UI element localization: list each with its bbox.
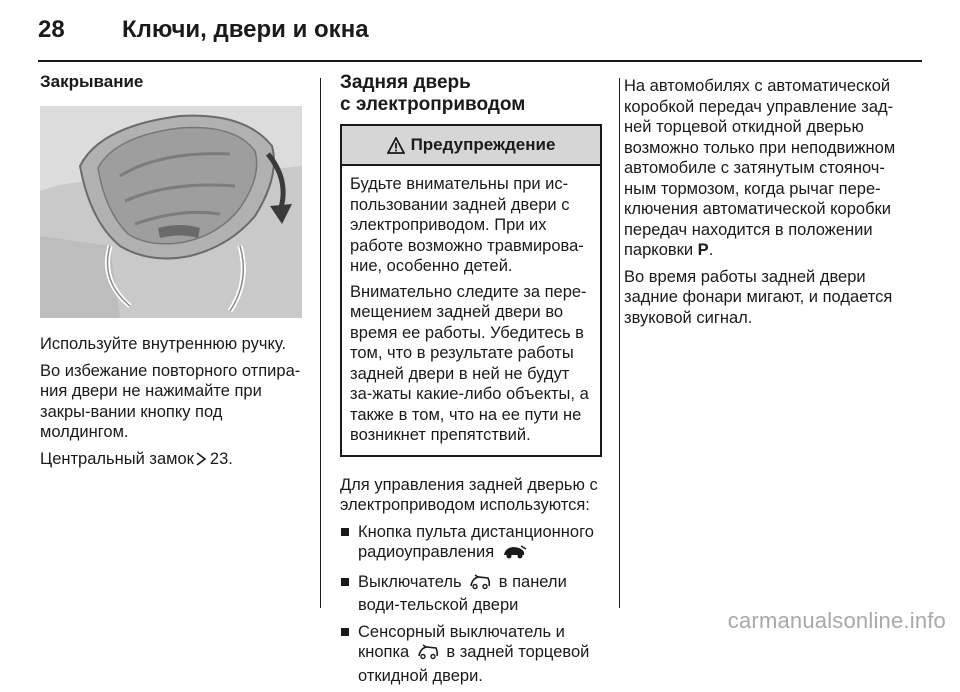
list-item-text: Кнопка пульта дистанционного радиоуправления <box>358 522 594 561</box>
list-item-text-after: в задней торцевой откидной двери. <box>358 643 590 685</box>
column-automatic-transmission <box>624 76 914 334</box>
page-reference-icon <box>195 451 207 472</box>
list-item-text-before: Выключатель <box>358 572 462 591</box>
tailgate-closing-illustration <box>40 106 302 318</box>
park-position-label: P <box>697 241 709 259</box>
column-closing <box>40 72 306 477</box>
page-header <box>38 16 922 46</box>
heading-line-2: с электроприводом <box>340 94 526 115</box>
warning-para-1: Будьте внимательны при ис-пользовании задней двери с электроприводом. При их работе возможно травмирова-ние, особенно детей. <box>350 175 584 275</box>
warning-box <box>340 124 602 457</box>
warning-para-2: Внимательно следите за пере-мещением задней двери во время ее работы. Убедитесь в том, что в результате работы задней двери в ней не будут за-жаты какие-либо объекты, а также в том, что на ее пути не возникнет препятствий. <box>350 282 589 444</box>
warning-title: Предупреждение <box>410 134 556 154</box>
bullet-marker <box>341 528 349 536</box>
tailgate-switch-icon <box>468 574 492 596</box>
list-item <box>340 522 602 566</box>
heading-line-1: Задняя дверь <box>340 72 471 93</box>
column-power-tailgate <box>340 72 602 692</box>
section-heading-power-tailgate <box>340 72 602 116</box>
para-auto-text: На автомобилях с автоматической коробкой передач управление зад-ней торцевой откидной дверью возможно только при неподвижном автомобиле с затянутым стояноч-ным тормозом, когда рычаг пере-ключения автоматической коробки передач находится в положении парковки <box>624 77 896 259</box>
warning-body <box>342 166 600 455</box>
para-use-handle: Используйте внутреннюю ручку. <box>40 335 287 353</box>
para-automatic-transmission <box>624 76 914 261</box>
central-lock-text: Центральный замок <box>40 449 194 468</box>
list-item-text-before: Сенсорный выключатель и кнопка <box>358 622 565 661</box>
list-item-text-after: в панели води-тельской двери <box>358 572 567 614</box>
page-number: 28 <box>38 16 65 43</box>
controls-list <box>340 522 602 687</box>
controls-intro: Для управления задней дверью с электроприводом используются: <box>340 475 598 514</box>
para-tail-lamps: Во время работы задней двери задние фонари мигают, и подается звуковой сигнал. <box>624 267 893 327</box>
header-rule <box>38 60 922 62</box>
bullet-marker <box>341 578 349 586</box>
watermark: carmanualsonline.info <box>727 608 946 633</box>
chapter-title: Ключи, двери и окна <box>122 16 369 43</box>
warning-header <box>342 126 600 166</box>
warning-triangle-icon <box>387 137 405 154</box>
section-heading-closing: Закрывание <box>40 72 144 91</box>
tailgate-switch-icon <box>416 644 440 666</box>
para-auto-end: . <box>708 241 714 259</box>
list-item <box>340 622 602 687</box>
para-central-lock <box>40 449 306 472</box>
list-item <box>340 572 602 616</box>
column-divider-right <box>619 78 620 608</box>
remote-tailgate-icon <box>501 544 527 566</box>
central-lock-page-ref[interactable]: 23. <box>209 449 233 468</box>
column-divider-left <box>320 78 321 608</box>
para-avoid-unlock: Во избежание повторного отпира-ния двери не нажимайте при закры-вании кнопку под молдингом. <box>40 361 301 441</box>
bullet-marker <box>341 628 349 636</box>
